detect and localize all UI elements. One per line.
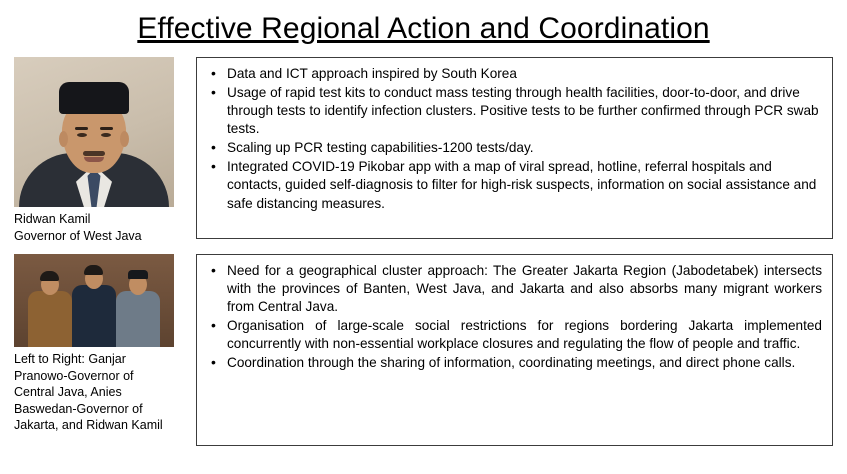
caption-line: Ridwan Kamil <box>14 212 91 226</box>
bullet-item: • Need for a geographical cluster approach: The Greater Jakarta Region (Jabodetabek) intersects with the provinces of Banten, West Java, and Jakarta and also absorbs many migrant workers from Central Java. <box>205 262 822 316</box>
content-row-1 <box>0 57 847 244</box>
page-title: Effective Regional Action and Coordination <box>137 12 710 45</box>
bullet-item: • Data and ICT approach inspired by South Korea <box>205 65 822 83</box>
caption-line: Pranowo-Governor of <box>14 368 134 383</box>
bullet-box-1 <box>196 57 833 239</box>
caption-line: Jakarta, and Ridwan Kamil <box>14 418 163 432</box>
photo-caption-1 <box>14 211 186 244</box>
photo-caption-2 <box>14 351 186 434</box>
person-block-1 <box>14 57 196 244</box>
group-photo <box>14 254 174 347</box>
bullet-list-1 <box>205 65 822 213</box>
bullet-box-2 <box>196 254 833 446</box>
caption-line: Central Java, Anies <box>14 385 122 399</box>
bullet-item: • Coordination through the sharing of information, coordinating meetings, and direct phone calls. <box>205 354 822 372</box>
caption-line: Baswedan-Governor of <box>14 401 143 416</box>
content-row-2 <box>0 254 847 446</box>
bullet-item: • Usage of rapid test kits to conduct mass testing through health facilities, door-to-door, and drive through tests to identify infection clusters. Positive tests to be further confirmed through PCR swab tests. <box>205 84 822 138</box>
caption-line: Governor of West Java <box>14 228 142 243</box>
person-block-2 <box>14 254 196 434</box>
portrait-photo <box>14 57 174 207</box>
bullet-list-2 <box>205 262 822 372</box>
bullet-item: • Scaling up PCR testing capabilities-1200 tests/day. <box>205 139 822 157</box>
bullet-item: • Integrated COVID-19 Pikobar app with a map of viral spread, hotline, referral hospitals and contacts, guided self-diagnosis to filter for high-risk suspects, information on social assistance and safe distancing measures. <box>205 158 822 212</box>
bullet-item: • Organisation of large-scale social restrictions for regions bordering Jakarta implemented concurrently with non-essential workplace closures and regulating the flow of people and traffic. <box>205 317 822 353</box>
caption-line: Left to Right: Ganjar <box>14 352 126 366</box>
